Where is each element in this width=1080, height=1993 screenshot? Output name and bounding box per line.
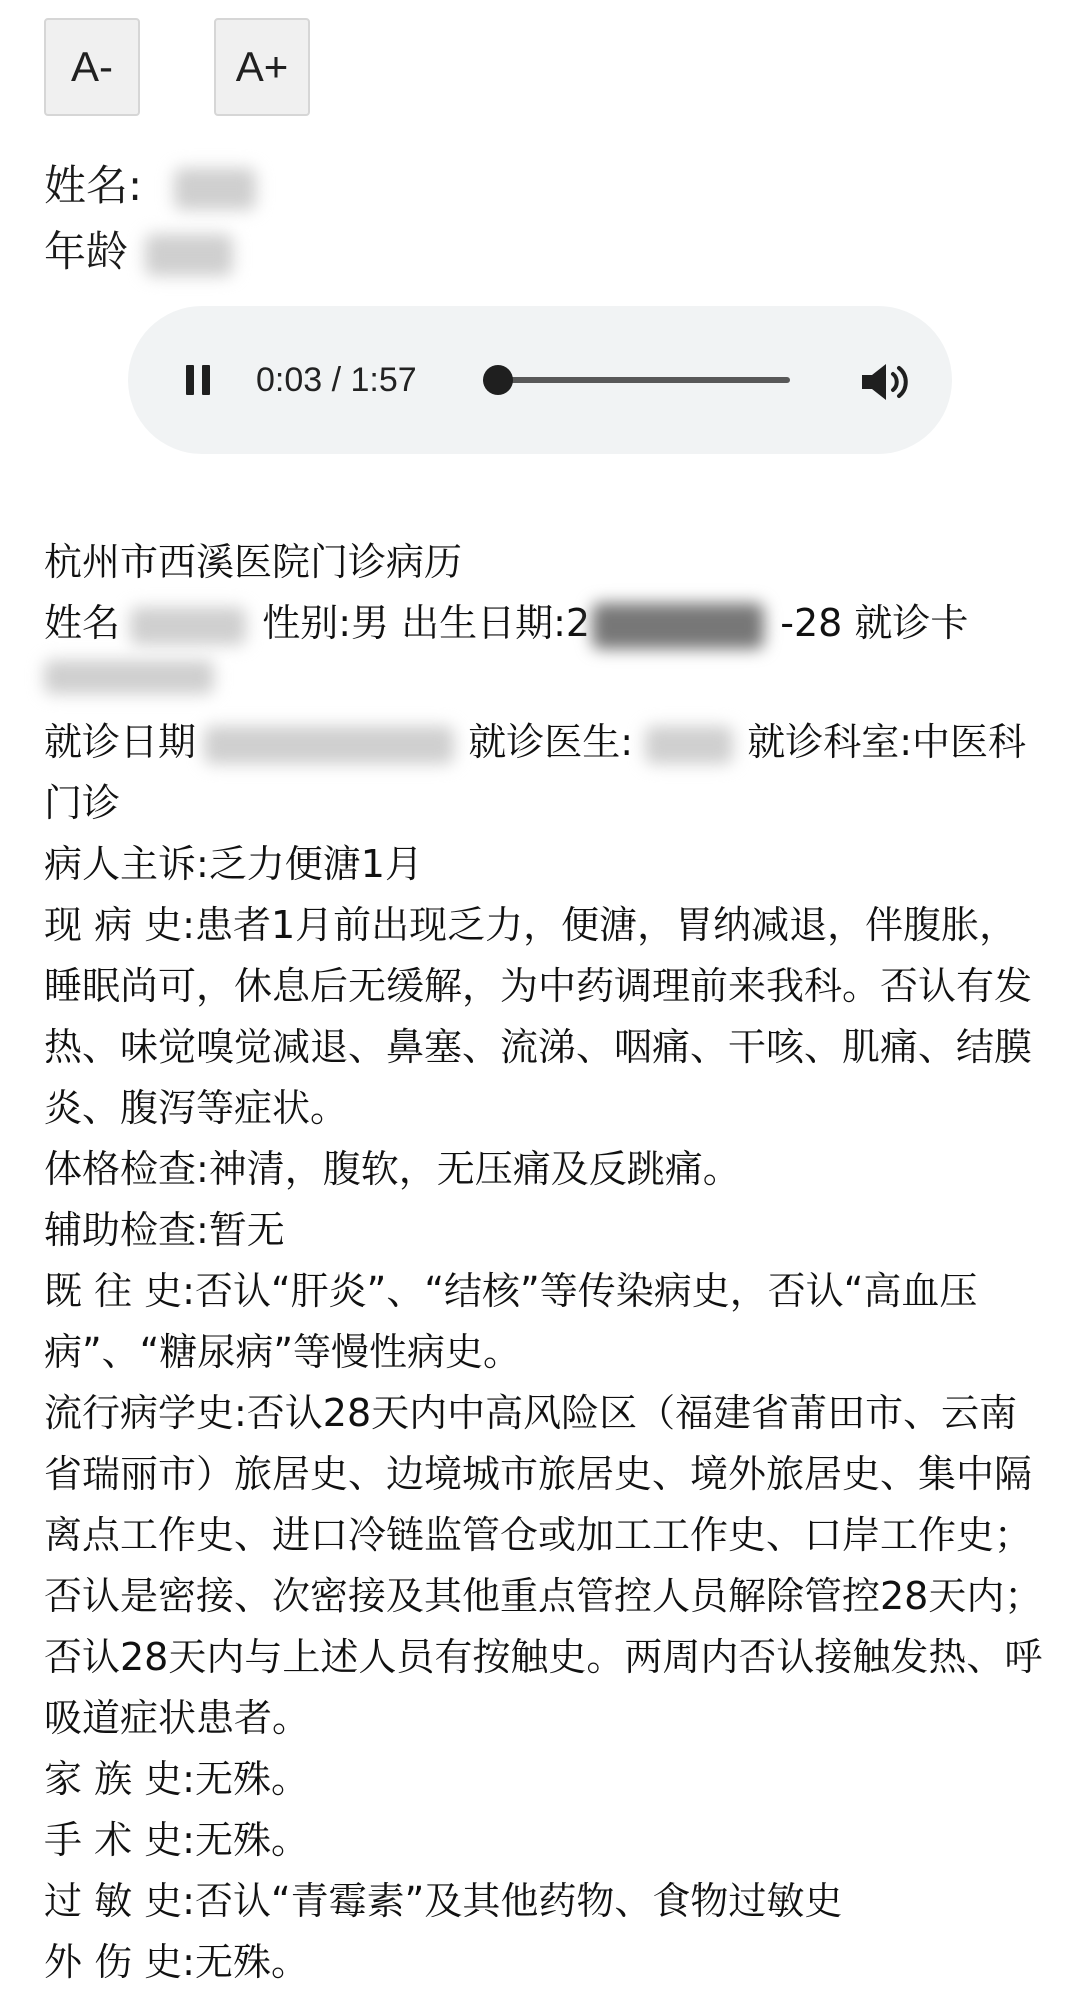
increase-font-button[interactable]: A+	[214, 18, 310, 116]
record-surgery-history: 手 术 史:无殊。	[44, 1818, 309, 1862]
record-physical-exam: 体格检查:神清，腹软，无压痛及反跳痛。	[44, 1147, 741, 1191]
pause-icon-left-bar	[186, 365, 194, 395]
record-visit-doctor-line	[44, 712, 1044, 834]
record-past-history: 既 往 史:否认“肝炎”、“结核”等传染病史，否认“高血压病”、“糖尿病”等慢性病史。	[44, 1269, 978, 1374]
audio-player[interactable]	[128, 306, 952, 454]
record-present-history: 现 病 史:患者1月前出现乏力，便溏，胃纳减退，伴腹胀，睡眠尚可，休息后无缓解，为中药调理前来我科。否认有发热、味觉嗅觉减退、鼻塞、流涕、咽痛、干咳、肌痛、结膜炎、腹泻等症状。	[44, 903, 1033, 1130]
redacted-patient-age	[145, 234, 233, 276]
redacted-visit-date	[204, 726, 454, 764]
volume-icon[interactable]	[858, 360, 910, 404]
record-family-history: 家 族 史:无殊。	[44, 1757, 309, 1801]
audio-progress-thumb[interactable]	[483, 365, 513, 395]
medical-record-text	[44, 532, 1044, 1993]
record-patient-info-line	[44, 593, 1044, 654]
record-department: 就诊科室:中医科门诊	[44, 720, 1027, 825]
redacted-birth-date	[592, 603, 764, 649]
record-trauma-history: 外 伤 史:无殊。	[44, 1940, 309, 1984]
record-patient-name-label: 姓名	[44, 601, 121, 645]
decrease-font-button[interactable]: A-	[44, 18, 140, 116]
redacted-visit-card-number	[44, 660, 214, 694]
patient-name-row	[44, 158, 256, 214]
record-visit-date-label: 就诊日期	[44, 720, 197, 764]
record-title: 杭州市西溪医院门诊病历	[44, 540, 463, 584]
record-allergy-history: 过 敏 史:否认“青霉素”及其他药物、食物过敏史	[44, 1879, 843, 1923]
record-gender-birth: 性别:男 出生日期:2	[262, 601, 591, 645]
redacted-record-patient-name	[130, 607, 246, 645]
pause-icon[interactable]	[186, 365, 212, 395]
redacted-doctor-name	[645, 726, 733, 764]
record-auxiliary-exam: 辅助检查:暂无	[44, 1208, 285, 1252]
audio-progress-slider[interactable]	[490, 377, 790, 383]
patient-name-label: 姓名:	[44, 161, 143, 210]
record-doctor-label: 就诊医生:	[468, 720, 634, 764]
record-chief-complaint: 病人主诉:乏力便溏1月	[44, 842, 423, 886]
redacted-patient-name	[174, 168, 256, 210]
record-epidemiology-history: 流行病学史:否认28天内中高风险区（福建省莆田市、云南省瑞丽市）旅居史、边境城市旅居史、境外旅居史、集中隔离点工作史、进口冷链监管仓或加工工作史、口岸工作史；否认是密接、次密接及其他重点管控人员解除管控28天内；否认28天内与上述人员有按触史。两周内否认接触发热、呼吸道症状患者。	[44, 1391, 1043, 1740]
record-birth-suffix-card: -28 就诊卡	[780, 601, 969, 645]
audio-time-display: 0:03 / 1:57	[256, 361, 417, 399]
pause-icon-right-bar	[202, 365, 210, 395]
patient-age-label: 年龄	[44, 227, 129, 276]
patient-age-row	[44, 224, 233, 280]
